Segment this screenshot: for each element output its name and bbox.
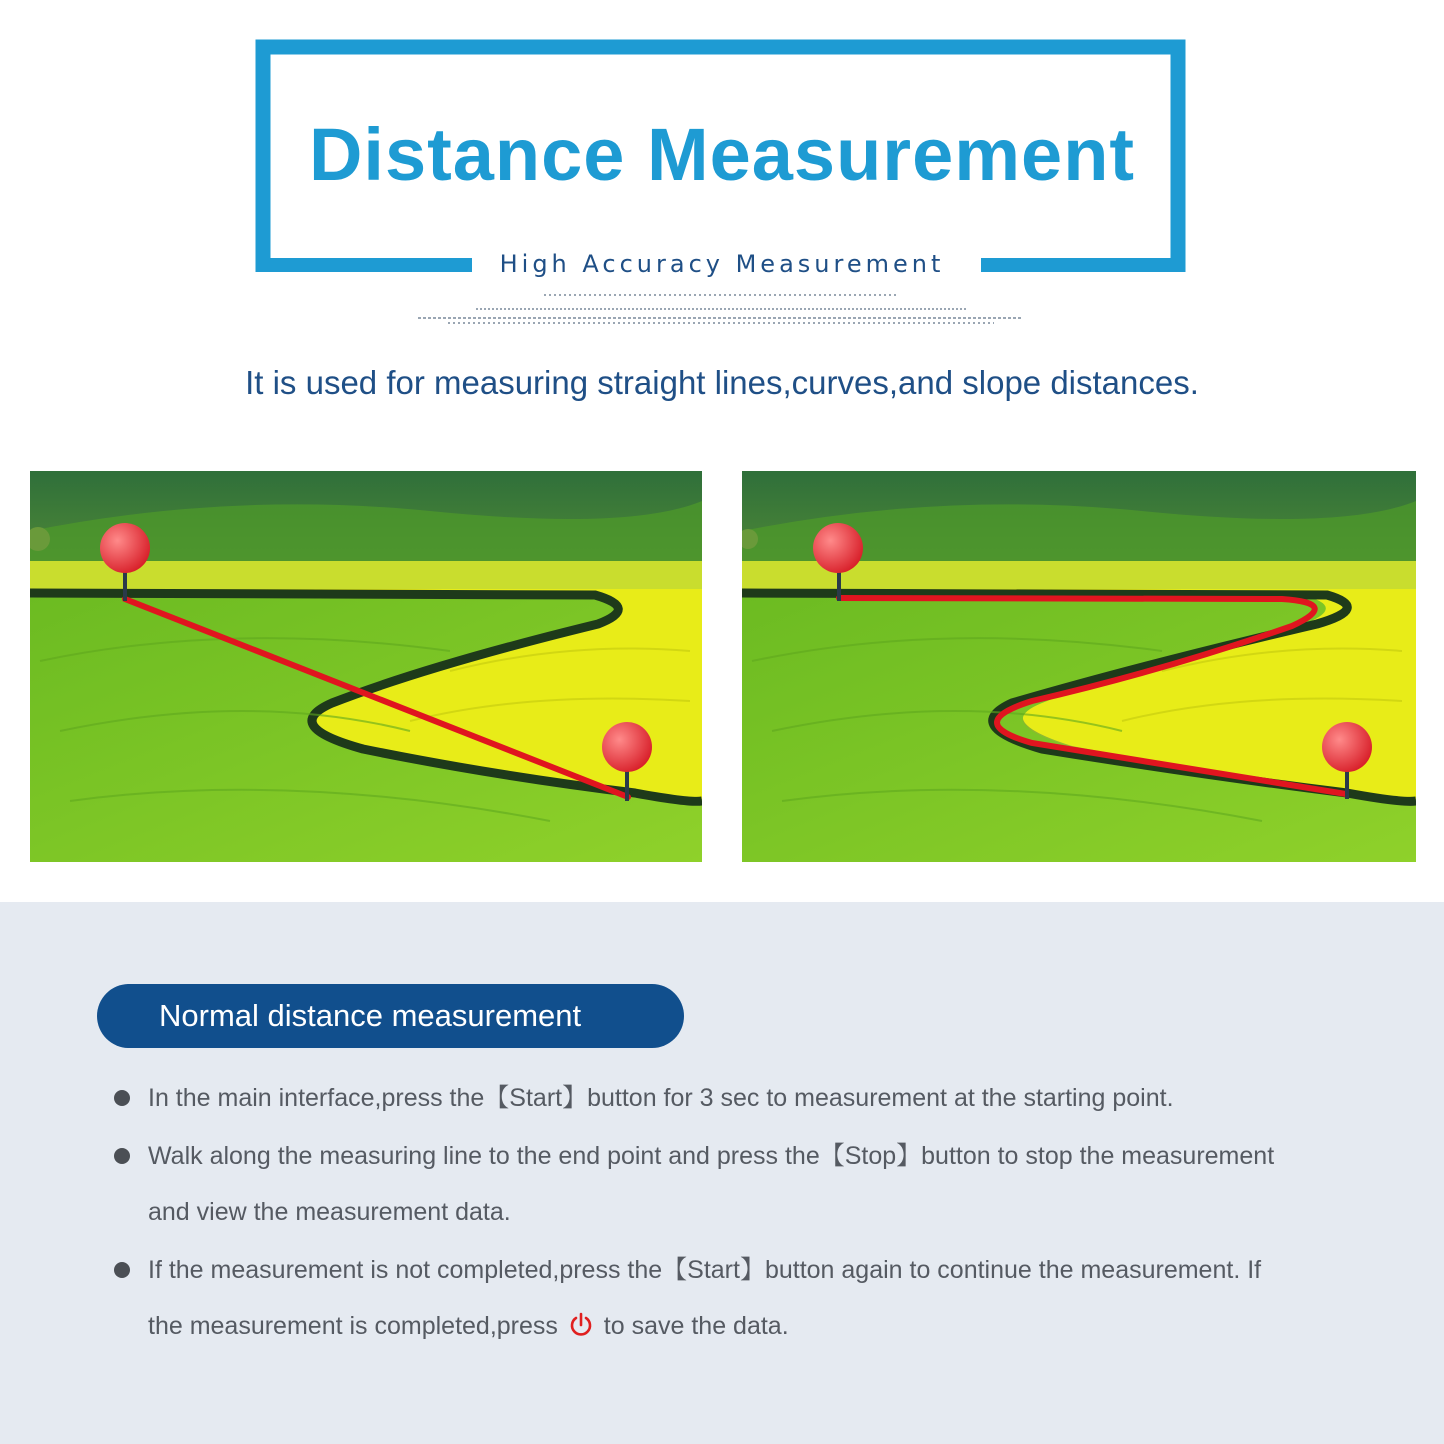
step-3-line-2 (148, 1298, 1378, 1354)
bullet (114, 1090, 130, 1106)
step-3-text-before: the measurement is completed,press (148, 1312, 565, 1340)
step-3-line-1: If the measurement is not completed,press the【Start】button again to continue the measurement. If (148, 1256, 1262, 1284)
tagline: It is used for measuring straight lines,curves,and slope distances. (245, 364, 1199, 401)
step-2-line-2: and view the measurement data. (148, 1198, 511, 1226)
section-label: Normal distance measurement (97, 984, 684, 1048)
step-2-line-1: Walk along the measuring line to the end point and press the【Stop】button to stop the measurement (148, 1142, 1275, 1170)
bullet (114, 1148, 130, 1164)
straight-line-illustration (30, 471, 702, 862)
power-icon (569, 1312, 593, 1338)
step-1: In the main interface,press the【Start】button for 3 sec to measurement at the starting point. (148, 1084, 1174, 1112)
curve-line-illustration (742, 471, 1416, 862)
bullet (114, 1262, 130, 1278)
step-3-text-after: to save the data. (596, 1312, 789, 1340)
page-subtitle: High Accuracy Measurement (499, 250, 945, 278)
page-title: Distance Measurement (308, 113, 1136, 196)
